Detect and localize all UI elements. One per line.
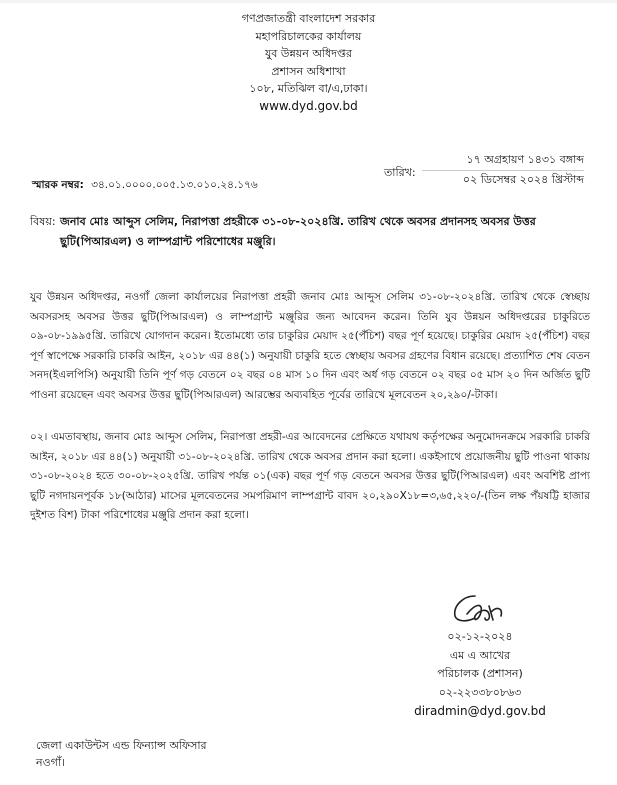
signatory-email[interactable]: diradmin@dyd.gov.bd bbox=[414, 704, 546, 718]
reference-value: ৩৪.০১.০০০০.০০৫.১৩.০১০.২৪.১৭৬ bbox=[91, 179, 258, 191]
department-name: যুব উন্নয়ন অধিদপ্তর bbox=[264, 47, 353, 60]
reference-number bbox=[32, 178, 258, 195]
body-paragraph-2: ০২। এমতাবস্থায়, জনাব মোঃ আব্দুস সেলিম, নিরাপত্তা প্রহরী-এর আবেদনের প্রেক্ষিতে যথাযথ কর্তৃপক্ষের অনুমোদনক্রমে সরকারি চাকরি আইন, ২০১৮ এর ৪৪(১) অনুযায়ী ৩১-০৮-২০২৪খ্রি. তারিখ থেকে অবসর প্রদান করা হলো। একইসাথে প্রয়োজনীয় ছুটি পাওনা থাকায় ৩১-০৮-২০২৪ হতে ৩০-০৮-২০২৫খ্রি. তারিখ পর্যন্ত ০১(এক) বছর পূর্ণ গড় বেতনে অবসর উত্তর ছুটি(পিআরএল) এবং অবশিষ্ট প্রাপ্য ছুটি নগদায়নপূর্বক ১৮(আঠার) মাসের মূলবেতনের সমপরিমাণ লাম্পগ্রান্ট বাবদ ২০,২৯০X১৮=৩,৬৫,২২০/-(তিন লক্ষ পঁয়ষট্টি হাজার দুইশত বিশ) টাকা পরিশোধের মঞ্জুরি প্রদান করা হলো। bbox=[30, 431, 590, 521]
body-paragraph-1: যুব উন্নয়ন অধিদপ্তর, নওগাঁ জেলা কার্যালয়ের নিরাপত্তা প্রহরী জনাব মোঃ আব্দুস সেলিম ৩১-০৮-২০২৪খ্রি. তারিখ থেকে স্বেচ্ছায় অবসরসহ অবসর উত্তর ছুটি(পিআরএল) ও লাম্পগ্রান্ট মঞ্জুরির জন্য আবেদন করেন। তিনি যুব উন্নয়ন অধিদপ্তরের চাকুরিতে ০৯-০৮-১৯৯৫খ্রি. তারিখে যোগদান করেন। ইতোমধ্যে তার চাকুরির মেয়াদ ২৫(পঁচিশ) বছর পূর্ণ হয়েছে। চাকুরির মেয়াদ ২৫(পঁচিশ) বছর পূর্ণ স্বাপেক্ষে সরকারি চাকরি আইন, ২০১৮ এর ৪৪(১) অনুযায়ী চাকুরি হতে স্বেচ্ছায় অবসর গ্রহণের বিধান রয়েছে। প্রত্যাশিত শেষ বেতন সনদ(ইএলপিসি) অনুযায়ী তিনি পূর্ণ গড় বেতনে ০২ বছর ০৪ মাস ১০ দিন এবং অর্ধ গড় বেতনে ০২ বছর ০৫ মাস ২০ দিন অর্জিত ছুটি পাওনা রয়েছেন এবং অবসর উত্তর ছুটি(পিআরএল) আরম্ভের অব্যবহিত পূর্বের তারিখে মূলবেতন ২০,২৯০/-টাকা। bbox=[30, 291, 590, 401]
wing-name: প্রশাসন অধিশাখা bbox=[271, 64, 346, 78]
recipient-designation: জেলা একাউন্টস এন্ড ফিন্যান্স অফিসার bbox=[36, 739, 207, 752]
date-bangla: ১৭ অগ্রহায়ণ ১৪৩১ বঙ্গাব্দ bbox=[422, 152, 584, 171]
website-link[interactable]: www.dyd.gov.bd bbox=[259, 98, 358, 113]
signature-block bbox=[390, 590, 570, 721]
date-label: তারিখ: bbox=[384, 166, 416, 179]
signatory-designation: পরিচালক (প্রশাসন) bbox=[437, 667, 523, 680]
office-name: মহাপরিচালকের কার্যালয় bbox=[255, 29, 362, 43]
recipient-location: নওগাঁ। bbox=[36, 756, 65, 769]
signatory-phone: ০২-২২৩৩৮০৮৬৩ bbox=[438, 685, 522, 699]
signature-date: ০২-১২-২০২৪ bbox=[447, 630, 513, 643]
signature-image bbox=[445, 590, 515, 628]
office-address: ১০৮, মতিঝিল বা/এ,ঢাকা। bbox=[249, 82, 368, 95]
subject-text: জনাব মোঃ আব্দুস সেলিম, নিরাপত্তা প্রহরীকে ৩১-০৮-২০২৪খ্রি. তারিখ থেকে অবসর প্রদানসহ অবসর উত্তর ছুটি(পিআরএল) ও লাম্পগ্রান্ট পরিশোধের মঞ্জুরি। bbox=[60, 215, 536, 248]
letterhead bbox=[0, 10, 617, 115]
reference-label: স্মারক নম্বর: bbox=[32, 179, 84, 191]
signatory-name: এম এ আখের bbox=[449, 648, 511, 662]
subject bbox=[30, 212, 590, 252]
subject-label: বিষয়: bbox=[30, 215, 56, 228]
date-gregorian: ০২ ডিসেম্বর ২০২৪ খ্রিস্টাব্দ bbox=[462, 173, 584, 186]
government-name: গণপ্রজাতন্ত্রী বাংলাদেশ সরকার bbox=[241, 12, 376, 25]
page-top-border bbox=[0, 0, 617, 3]
recipient-block bbox=[36, 737, 207, 771]
